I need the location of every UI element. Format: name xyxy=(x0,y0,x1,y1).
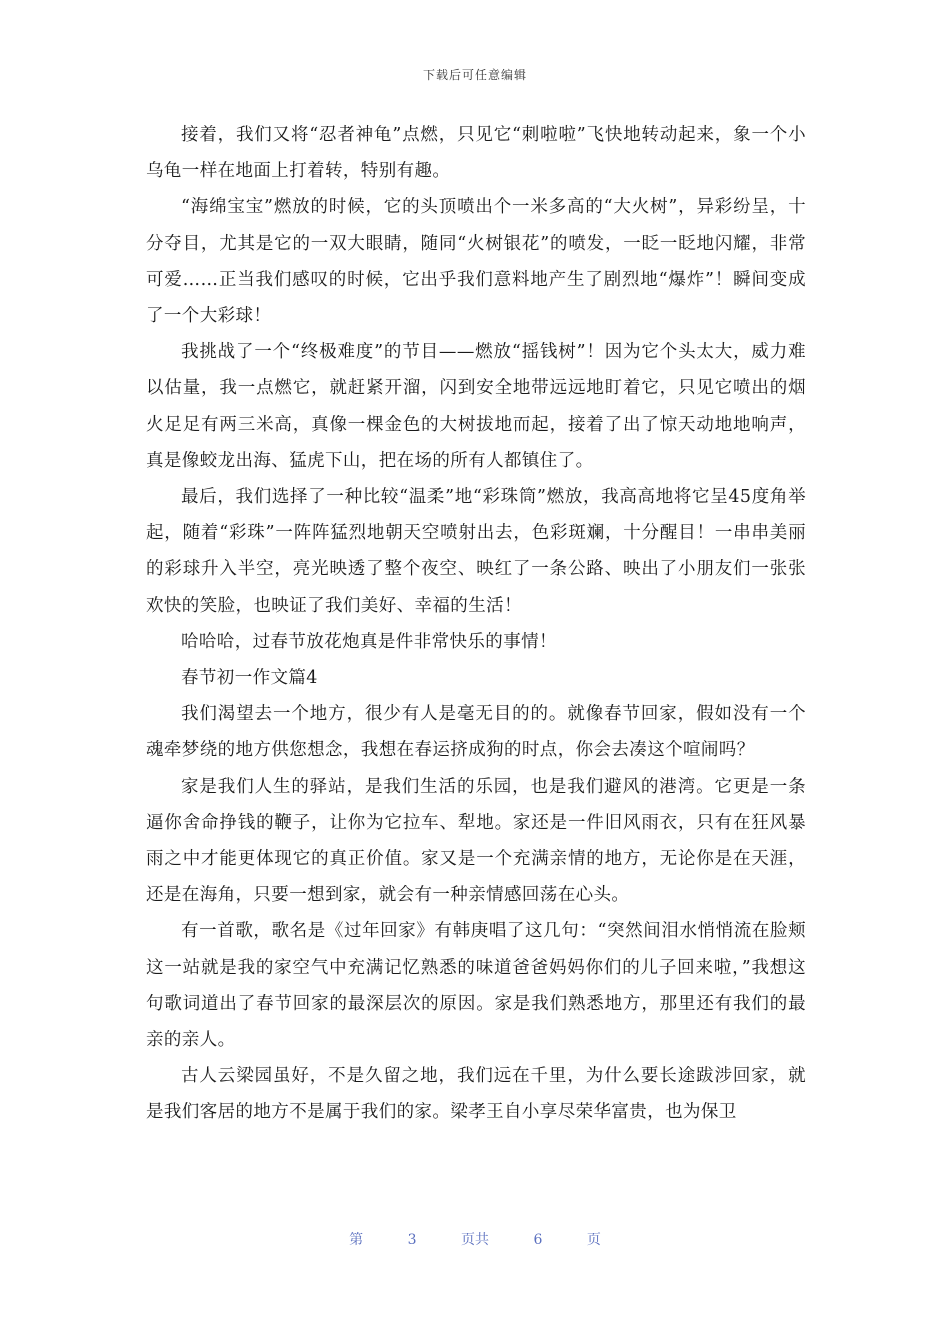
paragraph: 我挑战了一个“终极难度”的节目——燃放“摇钱树”！因为它个头太大，威力难以估量，我一点燃它，就赶紧开溜，闪到安全地带远远地盯着它，只见它喷出的烟火足足有两三米高，真像一棵金色的大树拔地而起，接着了出了惊天动地地响声，真是像蛟龙出海、猛虎下山，把在场的所有人都镇住了。 xyxy=(146,342,806,471)
page-header: 下载后可任意编辑 xyxy=(422,68,527,82)
page-suffix: 页 xyxy=(586,1232,601,1248)
total-label: 页共 xyxy=(461,1232,489,1248)
paragraph: 家是我们人生的驿站，是我们生活的乐园，也是我们避风的港湾。它更是一条逼你舍命挣钱的鞭子，让你为它拉车、犁地。家还是一件旧风雨衣，只有在狂风暴雨之中才能更体现它的真正价值。家又是一个充满亲情的地方，无论你是在天涯，还是在海角，只要一想到家，就会有一种亲情感回荡在心头。 xyxy=(146,776,806,906)
paragraph: “海绵宝宝”燃放的时候，它的头顶喷出个一米多高的“大火树”，异彩纷呈，十分夺目，尤其是它的一双大眼睛，随同“火树银花”的喷发，一眨一眨地闪耀，非常可爱……正当我们感叹的时候，它出乎我们意料地产生了剧烈地“爆炸”！瞬间变成了一个大彩球！ xyxy=(146,197,806,327)
paragraph: 我们渴望去一个地方，很少有人是毫无目的的。就像春节回家，假如没有一个魂牵梦绕的地方供您想念，我想在春运挤成狗的时点，你会去凑这个喧闹吗？ xyxy=(146,704,806,761)
paragraph: 有一首歌，歌名是《过年回家》有韩庚唱了这几句：“突然间泪水悄悄流在脸颊这一站就是我的家空气中充满记忆熟悉的味道爸爸妈妈你们的儿子回来啦，”我想这句歌词道出了春节回家的最深层次的原因。家是我们熟悉地方，那里还有我们的最亲的亲人。 xyxy=(146,921,806,1051)
current-page-number: 3 xyxy=(407,1232,417,1248)
total-pages-number: 6 xyxy=(533,1232,543,1248)
document-body xyxy=(146,117,806,1131)
section-heading: 春节初一作文篇4 xyxy=(181,668,318,689)
page-label: 第 xyxy=(349,1232,364,1248)
paragraph: 哈哈哈，过春节放花炮真是件非常快乐的事情！ xyxy=(181,631,557,652)
paragraph: 古人云梁园虽好，不是久留之地，我们远在千里，为什么要长途跋涉回家，就是我们客居的地方不是属于我们的家。梁孝王自小享尽荣华富贵，也为保卫 xyxy=(146,1066,806,1123)
page-footer xyxy=(0,1229,950,1249)
paragraph: 最后，我们选择了一种比较“温柔”地“彩珠筒”燃放，我高高地将它呈45度角举起，随着“彩珠”一阵阵猛烈地朝天空喷射出去，色彩斑斓，十分醒目！一串串美丽的彩球升入半空，亮光映透了整个夜空、映红了一条公路、映出了小朋友们一张张欢快的笑脸，也映证了我们美好、幸福的生活！ xyxy=(146,487,806,616)
paragraph: 接着，我们又将“忍者神龟”点燃，只见它“刺啦啦”飞快地转动起来，象一个小乌龟一样在地面上打着转，特别有趣。 xyxy=(146,125,806,182)
